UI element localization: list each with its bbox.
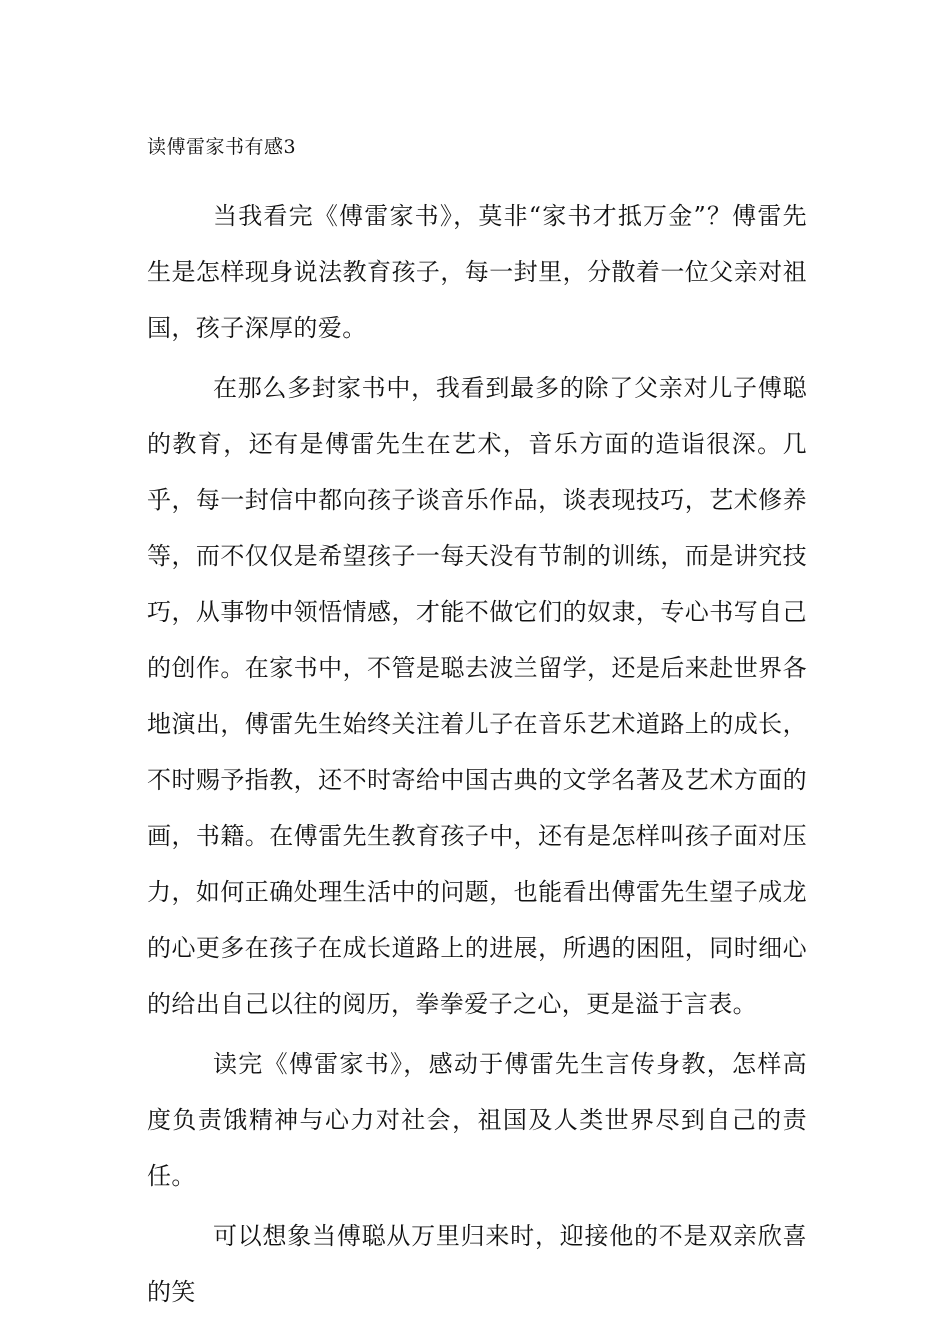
paragraph-1: 当我看完《傅雷家书》，莫非“家书才抵万金”？傅雷先生是怎样现身说法教育孩子，每一封里，分散着一位父亲对祖国，孩子深厚的爱。 [147, 202, 807, 342]
document-body [147, 188, 807, 1324]
paragraph-3: 读完《傅雷家书》，感动于傅雷先生言传身教，怎样高度负责饿精神与心力对社会，祖国及人类世界尽到自己的责任。 [147, 1050, 807, 1190]
document-title: 读傅雷家书有感3 [147, 136, 297, 158]
paragraph-4: 可以想象当傅聪从万里归来时，迎接他的不是双亲欣喜的笑 [147, 1222, 807, 1306]
paragraph-2: 在那么多封家书中，我看到最多的除了父亲对儿子傅聪的教育，还有是傅雷先生在艺术，音乐方面的造诣很深。几乎，每一封信中都向孩子谈音乐作品，谈表现技巧，艺术修养等，而不仅仅是希望孩子一每天没有节制的训练，而是讲究技巧，从事物中领悟情感，才能不做它们的奴隶，专心书写自己的创作。在家书中，不管是聪去波兰留学，还是后来赴世界各地演出，傅雷先生始终关注着儿子在音乐艺术道路上的成长，不时赐予指教，还不时寄给中国古典的文学名著及艺术方面的画，书籍。在傅雷先生教育孩子中，还有是怎样叫孩子面对压力，如何正确处理生活中的问题，也能看出傅雷先生望子成龙的心更多在孩子在成长道路上的进展，所遇的困阻，同时细心的给出自己以往的阅历，拳拳爱子之心，更是溢于言表。 [147, 374, 807, 1018]
